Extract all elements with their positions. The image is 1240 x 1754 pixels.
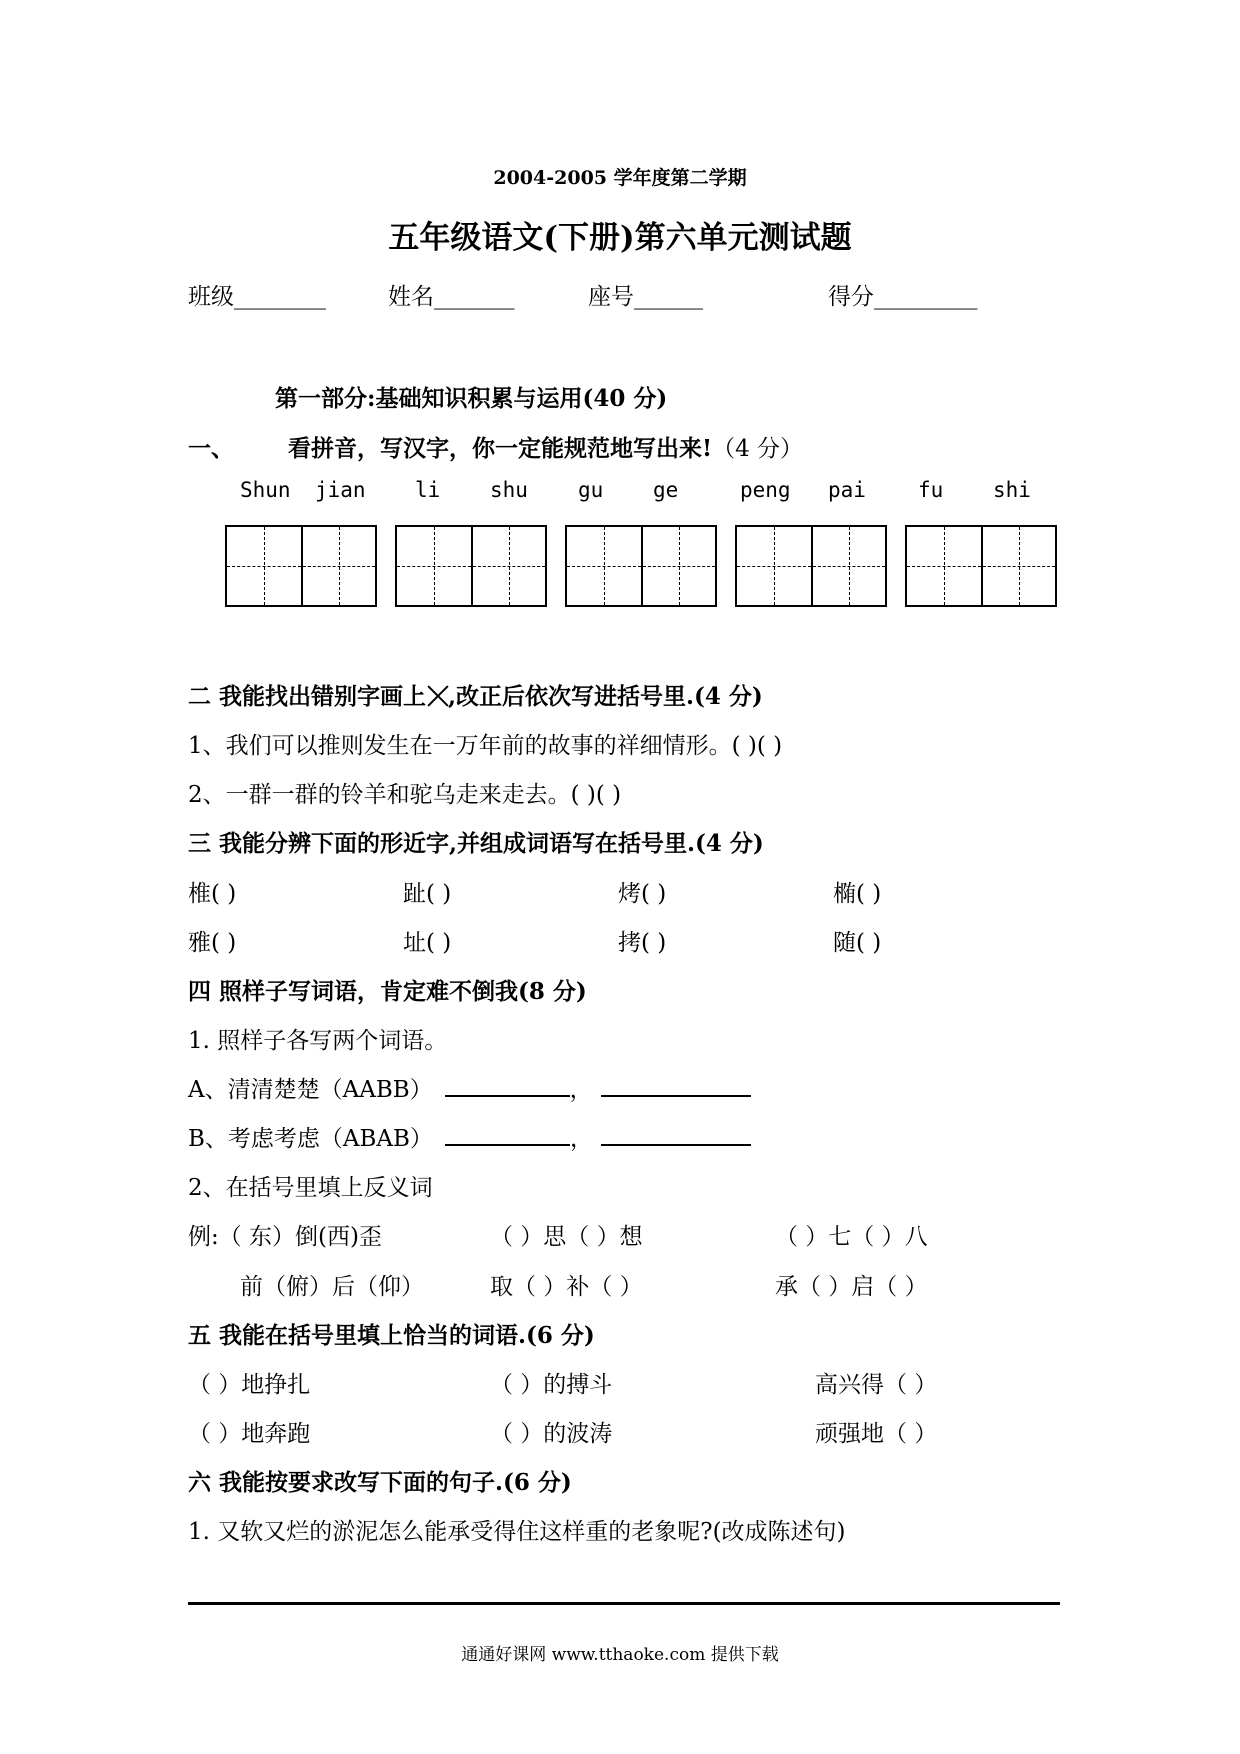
q4-item: 承（ ）启（ ） [775,1274,928,1300]
q4-example: 例:（ 东）倒(西)歪 [188,1224,383,1250]
q4-heading: 四 照样子写词语，肯定难不倒我(8 分) [188,978,587,1005]
q1-points: （4 分） [712,436,804,462]
q6-heading: 六 我能按要求改写下面的句子.(6 分) [188,1469,572,1496]
grid-cell[interactable] [471,527,545,605]
class-field: 班级________ [188,284,326,310]
q3-item: 烤( ) [618,881,667,907]
seat-field: 座号______ [588,284,703,310]
writing-grid-4[interactable] [735,525,887,607]
grid-cell[interactable] [641,527,715,605]
q4-item: （ ）七（ ）八 [775,1224,928,1250]
q3-item: 椭( ) [833,881,882,907]
writing-grid-5[interactable] [905,525,1057,607]
q3-item: 雅( ) [188,930,237,956]
q5-item: 高兴得（ ） [815,1372,938,1398]
q5-item: 顽强地（ ） [815,1421,938,1447]
q4-a-label: A、清清楚楚（AABB） [188,1077,433,1103]
q3-item: 拷( ) [618,930,667,956]
grid-cell[interactable] [301,527,375,605]
q3-heading: 三 我能分辨下面的形近字,并组成词语写在括号里.(4 分) [188,830,764,857]
comma: ， [569,1126,593,1152]
pinyin-5: ge [653,478,679,502]
grid-cell[interactable] [737,527,811,605]
footer-text: 通通好课网 www.tthaoke.com 提供下载 [461,1645,779,1665]
q5-item: （ ）的搏斗 [490,1372,613,1398]
q1-heading [288,430,803,463]
q4-item: 取（ ）补（ ） [490,1274,643,1300]
grid-cell[interactable] [981,527,1055,605]
q4-b-label: B、考虑考虑（ABAB） [188,1126,433,1152]
grid-cell[interactable] [907,527,981,605]
q4-sub1: 1. 照样子各写两个词语。 [188,1028,448,1054]
q4-a-line [188,1071,751,1104]
q1-number: 一、 [188,435,234,462]
pinyin-7: pai [828,478,866,502]
q3-item: 椎( ) [188,881,237,907]
grid-cell[interactable] [227,527,301,605]
q5-heading: 五 我能在括号里填上恰当的词语.(6 分) [188,1322,595,1349]
answer-blank[interactable] [445,1122,570,1146]
pinyin-3: shu [490,478,528,502]
answer-blank[interactable] [445,1073,570,1097]
q4-item: 前（俯）后（仰） [240,1274,424,1300]
pinyin-8: fu [918,478,944,502]
q2-line-2: 2、一群一群的铃羊和驼乌走来走去。( )( ) [188,782,622,808]
q2-line-1: 1、我们可以推则发生在一万年前的故事的祥细情形。( )( ) [188,733,783,759]
name-field: 姓名_______ [388,284,515,310]
q6-sub1: 1. 又软又烂的淤泥怎么能承受得住这样重的老象呢?(改成陈述句) [188,1519,846,1545]
q2-heading-post: ,改正后依次写进括号里.(4 分) [448,683,763,710]
q3-item: 随( ) [833,930,882,956]
page-title: 五年级语文(下册)第六单元测试题 [388,220,852,256]
writing-grid-1[interactable] [225,525,377,607]
pinyin-0: Shun [240,478,291,502]
q4-sub2: 2、在括号里填上反义词 [188,1175,433,1201]
q3-item: 趾( ) [403,881,452,907]
q4-item: （ ）思（ ）想 [490,1224,643,1250]
pinyin-4: gu [578,478,604,502]
answer-blank[interactable] [601,1122,751,1146]
term-label: 2004-2005 学年度第二学期 [493,167,747,189]
q5-item: （ ）的波涛 [490,1421,613,1447]
pinyin-1: jian [315,478,366,502]
grid-cell[interactable] [397,527,471,605]
writing-grid-2[interactable] [395,525,547,607]
grid-cell[interactable] [567,527,641,605]
writing-grid-3[interactable] [565,525,717,607]
q1-text: 看拼音，写汉字，你一定能规范地写出来! [288,435,713,462]
footer-divider [188,1602,1060,1605]
q3-item: 址( ) [403,930,452,956]
cross-mark-icon [426,684,448,706]
part1-heading: 第一部分:基础知识积累与运用(40 分) [275,385,668,412]
answer-blank[interactable] [601,1073,751,1097]
pinyin-9: shi [993,478,1031,502]
score-field: 得分_________ [828,284,978,310]
q2-heading-pre: 二 我能找出错别字画上 [188,683,427,710]
pinyin-6: peng [740,478,791,502]
comma: ， [569,1077,593,1103]
grid-cell[interactable] [811,527,885,605]
q5-item: （ ）地奔跑 [188,1421,311,1447]
q4-b-line [188,1120,751,1153]
pinyin-2: li [415,478,441,502]
q5-item: （ ）地挣扎 [188,1372,311,1398]
q2-heading [188,678,763,711]
